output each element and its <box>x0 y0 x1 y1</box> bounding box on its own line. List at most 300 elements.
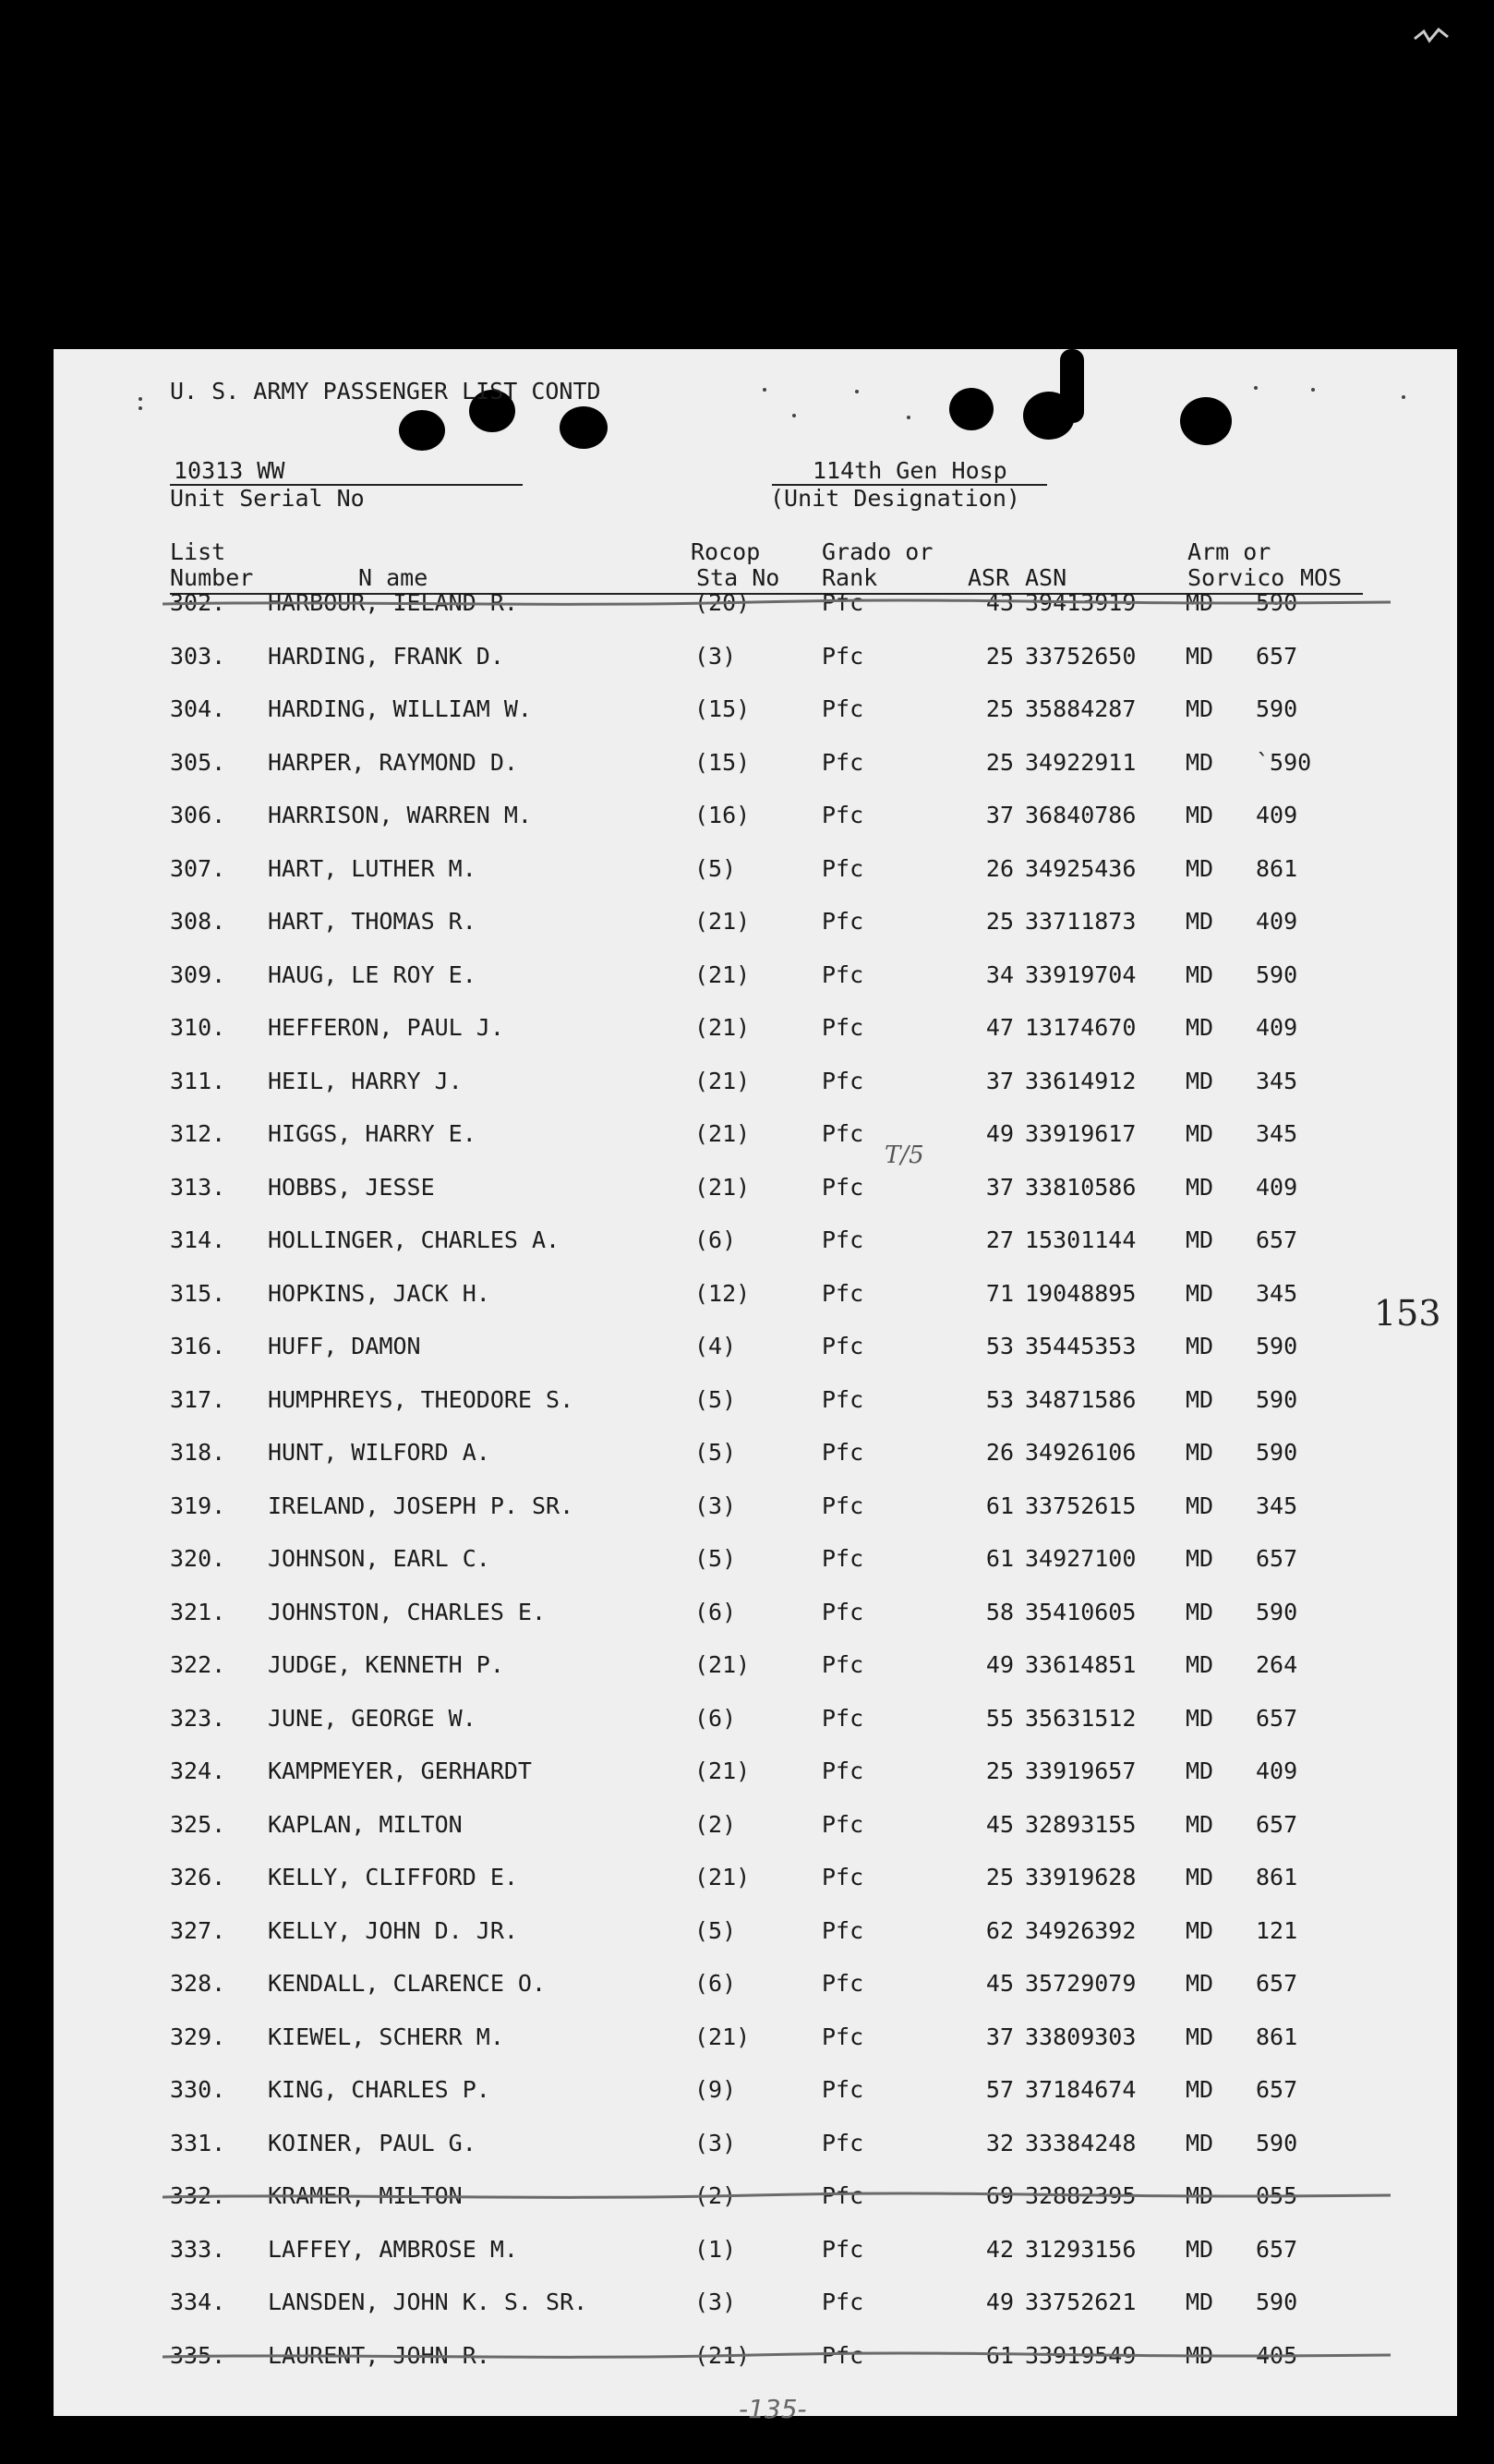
handwritten-note: T/5 <box>885 1141 924 1169</box>
cell-name: HART, THOMAS R. <box>268 908 476 935</box>
cell-grade: Pfc <box>822 1226 864 1253</box>
cell-recep: (6) <box>694 1226 737 1253</box>
cell-mos: 409 <box>1256 1014 1298 1041</box>
col-list-number-line2: Number <box>170 564 254 591</box>
table-row <box>54 1597 1457 1634</box>
cell-recep: (3) <box>694 643 737 670</box>
cell-grade: Pfc <box>822 2342 864 2369</box>
cell-mos: 409 <box>1256 802 1298 828</box>
cell-arm: MD <box>1186 1068 1214 1094</box>
cell-asn: 34922911 <box>1025 749 1137 776</box>
cell-no: 328. <box>170 1970 226 1997</box>
cell-asn: 33919704 <box>1025 961 1137 988</box>
cell-asr: 55 <box>985 1705 1014 1732</box>
cell-asn: 35445353 <box>1025 1333 1137 1359</box>
speck <box>907 416 910 419</box>
cell-name: HUNT, WILFORD A. <box>268 1439 490 1466</box>
passenger-list-page <box>54 349 1457 2424</box>
cell-name: LAURENT, JOHN R. <box>268 2342 490 2369</box>
cell-recep: (5) <box>694 1439 737 1466</box>
cell-asn: 33810586 <box>1025 1174 1137 1201</box>
cell-grade: Pfc <box>822 2236 864 2263</box>
cell-mos: 590 <box>1256 2130 1298 2156</box>
table-row <box>54 2340 1457 2377</box>
cell-mos: `590 <box>1256 749 1312 776</box>
cell-no: 315. <box>170 1280 226 1307</box>
cell-asr: 61 <box>985 1492 1014 1519</box>
table-row <box>54 2022 1457 2059</box>
col-list-number-line1: List <box>170 538 226 565</box>
cell-no: 317. <box>170 1386 226 1413</box>
cell-asn: 33919657 <box>1025 1757 1137 1784</box>
table-row <box>54 1172 1457 1209</box>
speck <box>139 397 142 401</box>
col-recep-line1: Rocop <box>691 538 761 565</box>
cell-asr: 57 <box>985 2076 1014 2103</box>
punch-hole <box>560 406 608 449</box>
unit-serial-label: Unit Serial No <box>170 485 365 512</box>
cell-asr: 53 <box>985 1333 1014 1359</box>
cell-name: HUFF, DAMON <box>268 1333 421 1359</box>
cell-no: 316. <box>170 1333 226 1359</box>
cell-name: JOHNSTON, CHARLES E. <box>268 1599 547 1625</box>
cell-asr: 37 <box>985 802 1014 828</box>
col-asr: ASR <box>968 564 1010 591</box>
cell-mos: 861 <box>1256 2023 1298 2050</box>
table-row <box>54 2074 1457 2111</box>
cell-arm: MD <box>1186 2076 1214 2103</box>
cell-name: HIGGS, HARRY E. <box>268 1120 476 1147</box>
cell-asn: 34926106 <box>1025 1439 1137 1466</box>
cell-mos: 409 <box>1256 1757 1298 1784</box>
strikethrough-mark <box>163 2182 1391 2210</box>
cell-no: 331. <box>170 2130 226 2156</box>
cell-name: HOPKINS, JACK H. <box>268 1280 490 1307</box>
cell-mos: 861 <box>1256 855 1298 882</box>
cell-asr: 71 <box>985 1280 1014 1307</box>
cell-arm: MD <box>1186 855 1214 882</box>
cell-name: KELLY, JOHN D. JR. <box>268 1917 518 1944</box>
cell-arm: MD <box>1186 1970 1214 1997</box>
table-row <box>54 960 1457 996</box>
cell-grade: Pfc <box>822 1545 864 1572</box>
table-row <box>54 1225 1457 1262</box>
cell-asr: 53 <box>985 1386 1014 1413</box>
cell-asn: 31293156 <box>1025 2236 1137 2263</box>
cell-asr: 25 <box>985 908 1014 935</box>
cell-arm: MD <box>1186 1545 1214 1572</box>
strikethrough-mark <box>163 589 1391 617</box>
cell-grade: Pfc <box>822 1811 864 1838</box>
cell-arm: MD <box>1186 589 1214 616</box>
cell-asr: 25 <box>985 695 1014 722</box>
cell-asn: 35410605 <box>1025 1599 1137 1625</box>
cell-grade: Pfc <box>822 1333 864 1359</box>
col-asn: ASN <box>1025 564 1067 591</box>
cell-asn: 33752621 <box>1025 2289 1137 2315</box>
cell-asn: 34926392 <box>1025 1917 1137 1944</box>
cell-asn: 15301144 <box>1025 1226 1137 1253</box>
cell-recep: (6) <box>694 1970 737 1997</box>
cell-asn: 33384248 <box>1025 2130 1137 2156</box>
cell-arm: MD <box>1186 2182 1214 2209</box>
cell-recep: (21) <box>694 1174 751 1201</box>
punch-hole <box>1180 397 1232 445</box>
cell-no: 314. <box>170 1226 226 1253</box>
cell-mos: 590 <box>1256 1386 1298 1413</box>
cell-no: 318. <box>170 1439 226 1466</box>
table-row <box>54 2287 1457 2324</box>
table-row <box>54 1491 1457 1528</box>
cell-no: 311. <box>170 1068 226 1094</box>
cell-name: LANSDEN, JOHN K. S. SR. <box>268 2289 588 2315</box>
cell-arm: MD <box>1186 1864 1214 1890</box>
table-row <box>54 2180 1457 2217</box>
cell-no: 335. <box>170 2342 226 2369</box>
cell-arm: MD <box>1186 1014 1214 1041</box>
cell-asr: 69 <box>985 2182 1014 2209</box>
cell-arm: MD <box>1186 1439 1214 1466</box>
cell-asn: 19048895 <box>1025 1280 1137 1307</box>
cell-grade: Pfc <box>822 961 864 988</box>
cell-grade: Pfc <box>822 1970 864 1997</box>
table-row <box>54 2234 1457 2271</box>
cell-asn: 33614912 <box>1025 1068 1137 1094</box>
cell-asn: 33919617 <box>1025 1120 1137 1147</box>
cell-grade: Pfc <box>822 1864 864 1890</box>
cell-recep: (6) <box>694 1599 737 1625</box>
cell-mos: 345 <box>1256 1492 1298 1519</box>
cell-recep: (2) <box>694 2182 737 2209</box>
cell-name: KAMPMEYER, GERHARDT <box>268 1757 532 1784</box>
cell-mos: 055 <box>1256 2182 1298 2209</box>
speck <box>139 406 142 410</box>
cell-grade: Pfc <box>822 1917 864 1944</box>
cell-arm: MD <box>1186 1599 1214 1625</box>
cell-asr: 25 <box>985 1757 1014 1784</box>
cell-recep: (21) <box>694 1651 751 1678</box>
cell-recep: (21) <box>694 1120 751 1147</box>
cell-grade: Pfc <box>822 1599 864 1625</box>
cell-no: 313. <box>170 1174 226 1201</box>
cell-asr: 25 <box>985 749 1014 776</box>
cell-asr: 32 <box>985 2130 1014 2156</box>
cell-recep: (21) <box>694 2342 751 2369</box>
cell-recep: (9) <box>694 2076 737 2103</box>
cell-no: 325. <box>170 1811 226 1838</box>
cell-no: 326. <box>170 1864 226 1890</box>
cell-no: 304. <box>170 695 226 722</box>
cell-mos: 861 <box>1256 1864 1298 1890</box>
cell-grade: Pfc <box>822 2023 864 2050</box>
table-row <box>54 1649 1457 1686</box>
cell-arm: MD <box>1186 1280 1214 1307</box>
cell-grade: Pfc <box>822 1386 864 1413</box>
cell-name: KIEWEL, SCHERR M. <box>268 2023 504 2050</box>
cell-asr: 37 <box>985 2023 1014 2050</box>
cell-mos: 590 <box>1256 961 1298 988</box>
cell-mos: 590 <box>1256 1439 1298 1466</box>
cell-arm: MD <box>1186 961 1214 988</box>
cell-asr: 43 <box>985 589 1014 616</box>
speck <box>763 388 766 392</box>
cell-recep: (2) <box>694 1811 737 1838</box>
cell-grade: Pfc <box>822 1120 864 1147</box>
list-header-title: U. S. ARMY PASSENGER LIST CONTD <box>170 378 601 405</box>
cell-asn: 32893155 <box>1025 1811 1137 1838</box>
cell-mos: 657 <box>1256 1545 1298 1572</box>
cell-asr: 37 <box>985 1068 1014 1094</box>
cell-asn: 32882395 <box>1025 2182 1137 2209</box>
cell-asn: 34871586 <box>1025 1386 1137 1413</box>
cell-arm: MD <box>1186 1811 1214 1838</box>
table-row <box>54 641 1457 678</box>
cell-asr: 49 <box>985 1120 1014 1147</box>
cell-grade: Pfc <box>822 643 864 670</box>
cell-name: KENDALL, CLARENCE O. <box>268 1970 547 1997</box>
cell-name: JUDGE, KENNETH P. <box>268 1651 504 1678</box>
table-row <box>54 1703 1457 1740</box>
cell-recep: (21) <box>694 2023 751 2050</box>
cell-mos: 590 <box>1256 1599 1298 1625</box>
cell-recep: (4) <box>694 1333 737 1359</box>
cell-mos: 409 <box>1256 1174 1298 1201</box>
cell-name: HARPER, RAYMOND D. <box>268 749 518 776</box>
cell-no: 322. <box>170 1651 226 1678</box>
cell-mos: 657 <box>1256 643 1298 670</box>
cell-asr: 49 <box>985 1651 1014 1678</box>
cell-name: HEIL, HARRY J. <box>268 1068 463 1094</box>
cell-arm: MD <box>1186 749 1214 776</box>
col-arm-line2: Sorvico <box>1187 564 1285 591</box>
cell-arm: MD <box>1186 643 1214 670</box>
page-number-side: 153 <box>1374 1293 1441 1334</box>
table-row <box>54 2128 1457 2165</box>
cell-name: KELLY, CLIFFORD E. <box>268 1864 518 1890</box>
cell-no: 308. <box>170 908 226 935</box>
cell-asn: 33614851 <box>1025 1651 1137 1678</box>
cell-grade: Pfc <box>822 2289 864 2315</box>
page-number-footer: -135- <box>739 2394 807 2424</box>
cell-asr: 37 <box>985 1174 1014 1201</box>
col-mos: MOS <box>1300 564 1343 591</box>
cell-mos: 345 <box>1256 1068 1298 1094</box>
cell-grade: Pfc <box>822 855 864 882</box>
cell-asn: 39413919 <box>1025 589 1137 616</box>
table-row <box>54 694 1457 731</box>
cell-asr: 49 <box>985 2289 1014 2315</box>
cell-arm: MD <box>1186 1120 1214 1147</box>
col-grade-line1: Grado or <box>822 538 934 565</box>
cell-asn: 36840786 <box>1025 802 1137 828</box>
unit-designation-label: (Unit Designation) <box>770 485 1020 512</box>
cell-name: HARDING, WILLIAM W. <box>268 695 532 722</box>
cell-asr: 61 <box>985 2342 1014 2369</box>
table-row <box>54 1066 1457 1103</box>
table-row <box>54 587 1457 624</box>
cell-no: 324. <box>170 1757 226 1784</box>
speck <box>1311 388 1315 392</box>
cell-grade: Pfc <box>822 1439 864 1466</box>
cell-mos: 345 <box>1256 1120 1298 1147</box>
cell-arm: MD <box>1186 2236 1214 2263</box>
cell-asn: 34925436 <box>1025 855 1137 882</box>
cell-no: 320. <box>170 1545 226 1572</box>
cell-no: 305. <box>170 749 226 776</box>
cell-recep: (5) <box>694 855 737 882</box>
cell-name: LAFFEY, AMBROSE M. <box>268 2236 518 2263</box>
cell-grade: Pfc <box>822 908 864 935</box>
punch-hole <box>949 388 994 430</box>
cell-grade: Pfc <box>822 1280 864 1307</box>
cell-no: 319. <box>170 1492 226 1519</box>
cell-arm: MD <box>1186 695 1214 722</box>
cell-no: 312. <box>170 1120 226 1147</box>
speck <box>1402 395 1405 399</box>
cell-recep: (21) <box>694 1014 751 1041</box>
cell-asr: 26 <box>985 855 1014 882</box>
table-row <box>54 1756 1457 1793</box>
table-row <box>54 853 1457 890</box>
col-name: N ame <box>358 564 428 591</box>
cell-asr: 25 <box>985 1864 1014 1890</box>
cell-mos: 657 <box>1256 1226 1298 1253</box>
cell-name: HART, LUTHER M. <box>268 855 476 882</box>
cell-name: HEFFERON, PAUL J. <box>268 1014 504 1041</box>
cell-grade: Pfc <box>822 1174 864 1201</box>
cell-no: 307. <box>170 855 226 882</box>
cell-asr: 45 <box>985 1811 1014 1838</box>
table-row <box>54 1118 1457 1155</box>
table-row <box>54 1915 1457 1952</box>
cell-recep: (6) <box>694 1705 737 1732</box>
cell-name: KAPLAN, MILTON <box>268 1811 463 1838</box>
cell-recep: (3) <box>694 2130 737 2156</box>
cell-grade: Pfc <box>822 2182 864 2209</box>
cell-no: 323. <box>170 1705 226 1732</box>
cell-recep: (12) <box>694 1280 751 1307</box>
cell-no: 327. <box>170 1917 226 1944</box>
cell-recep: (21) <box>694 1757 751 1784</box>
table-row <box>54 1331 1457 1368</box>
cell-asn: 37184674 <box>1025 2076 1137 2103</box>
cell-name: HOBBS, JESSE <box>268 1174 435 1201</box>
cell-asn: 33919628 <box>1025 1864 1137 1890</box>
cell-mos: 590 <box>1256 1333 1298 1359</box>
cell-asn: 34927100 <box>1025 1545 1137 1572</box>
cell-mos: 657 <box>1256 1970 1298 1997</box>
cell-mos: 590 <box>1256 2289 1298 2315</box>
corner-stamp-mark <box>1411 26 1452 46</box>
cell-asr: 25 <box>985 643 1014 670</box>
cell-grade: Pfc <box>822 802 864 828</box>
cell-recep: (16) <box>694 802 751 828</box>
cell-grade: Pfc <box>822 1651 864 1678</box>
cell-recep: (3) <box>694 1492 737 1519</box>
cell-asr: 47 <box>985 1014 1014 1041</box>
cell-mos: 590 <box>1256 695 1298 722</box>
table-row <box>54 1012 1457 1049</box>
cell-arm: MD <box>1186 1492 1214 1519</box>
table-row <box>54 1384 1457 1421</box>
punch-hole <box>1060 349 1084 423</box>
table-row <box>54 1278 1457 1315</box>
cell-grade: Pfc <box>822 1014 864 1041</box>
cell-no: 334. <box>170 2289 226 2315</box>
col-grade-line2: Rank <box>822 564 878 591</box>
table-row <box>54 1862 1457 1899</box>
cell-mos: 405 <box>1256 2342 1298 2369</box>
cell-arm: MD <box>1186 1757 1214 1784</box>
cell-arm: MD <box>1186 1226 1214 1253</box>
speck <box>1254 386 1258 390</box>
cell-asr: 27 <box>985 1226 1014 1253</box>
table-row <box>54 1968 1457 2005</box>
unit-designation-value: 114th Gen Hosp <box>813 457 1007 484</box>
cell-asr: 45 <box>985 1970 1014 1997</box>
cell-name: KING, CHARLES P. <box>268 2076 490 2103</box>
cell-recep: (5) <box>694 1545 737 1572</box>
cell-mos: 657 <box>1256 2236 1298 2263</box>
cell-grade: Pfc <box>822 2130 864 2156</box>
cell-asr: 61 <box>985 1545 1014 1572</box>
cell-arm: MD <box>1186 1651 1214 1678</box>
cell-arm: MD <box>1186 2130 1214 2156</box>
cell-arm: MD <box>1186 1174 1214 1201</box>
cell-no: 321. <box>170 1599 226 1625</box>
cell-asr: 62 <box>985 1917 1014 1944</box>
cell-name: HUMPHREYS, THEODORE S. <box>268 1386 574 1413</box>
cell-name: HARRISON, WARREN M. <box>268 802 532 828</box>
cell-mos: 657 <box>1256 1705 1298 1732</box>
cell-name: KRAMER, MILTON <box>268 2182 463 2209</box>
cell-arm: MD <box>1186 1386 1214 1413</box>
table-row <box>54 800 1457 837</box>
cell-mos: 657 <box>1256 1811 1298 1838</box>
cell-recep: (21) <box>694 908 751 935</box>
table-row <box>54 1543 1457 1580</box>
cell-no: 310. <box>170 1014 226 1041</box>
cell-asn: 33711873 <box>1025 908 1137 935</box>
cell-recep: (15) <box>694 749 751 776</box>
cell-recep: (1) <box>694 2236 737 2263</box>
cell-grade: Pfc <box>822 749 864 776</box>
cell-name: HARDING, FRANK D. <box>268 643 504 670</box>
cell-name: HARBOUR, IELAND R. <box>268 589 518 616</box>
col-recep-line2: Sta No <box>696 564 780 591</box>
cell-asr: 34 <box>985 961 1014 988</box>
cell-name: JOHNSON, EARL C. <box>268 1545 490 1572</box>
cell-asn: 13174670 <box>1025 1014 1137 1041</box>
cell-name: KOINER, PAUL G. <box>268 2130 476 2156</box>
cell-recep: (21) <box>694 961 751 988</box>
cell-recep: (3) <box>694 2289 737 2315</box>
cell-asn: 35729079 <box>1025 1970 1137 1997</box>
cell-recep: (21) <box>694 1068 751 1094</box>
punch-hole <box>399 410 445 451</box>
cell-no: 333. <box>170 2236 226 2263</box>
cell-arm: MD <box>1186 1333 1214 1359</box>
cell-asr: 58 <box>985 1599 1014 1625</box>
cell-asn: 33752650 <box>1025 643 1137 670</box>
cell-asn: 35631512 <box>1025 1705 1137 1732</box>
table-row <box>54 1437 1457 1474</box>
cell-no: 329. <box>170 2023 226 2050</box>
strikethrough-mark <box>163 2342 1391 2370</box>
cell-arm: MD <box>1186 2342 1214 2369</box>
cell-mos: 590 <box>1256 589 1298 616</box>
table-row <box>54 906 1457 943</box>
